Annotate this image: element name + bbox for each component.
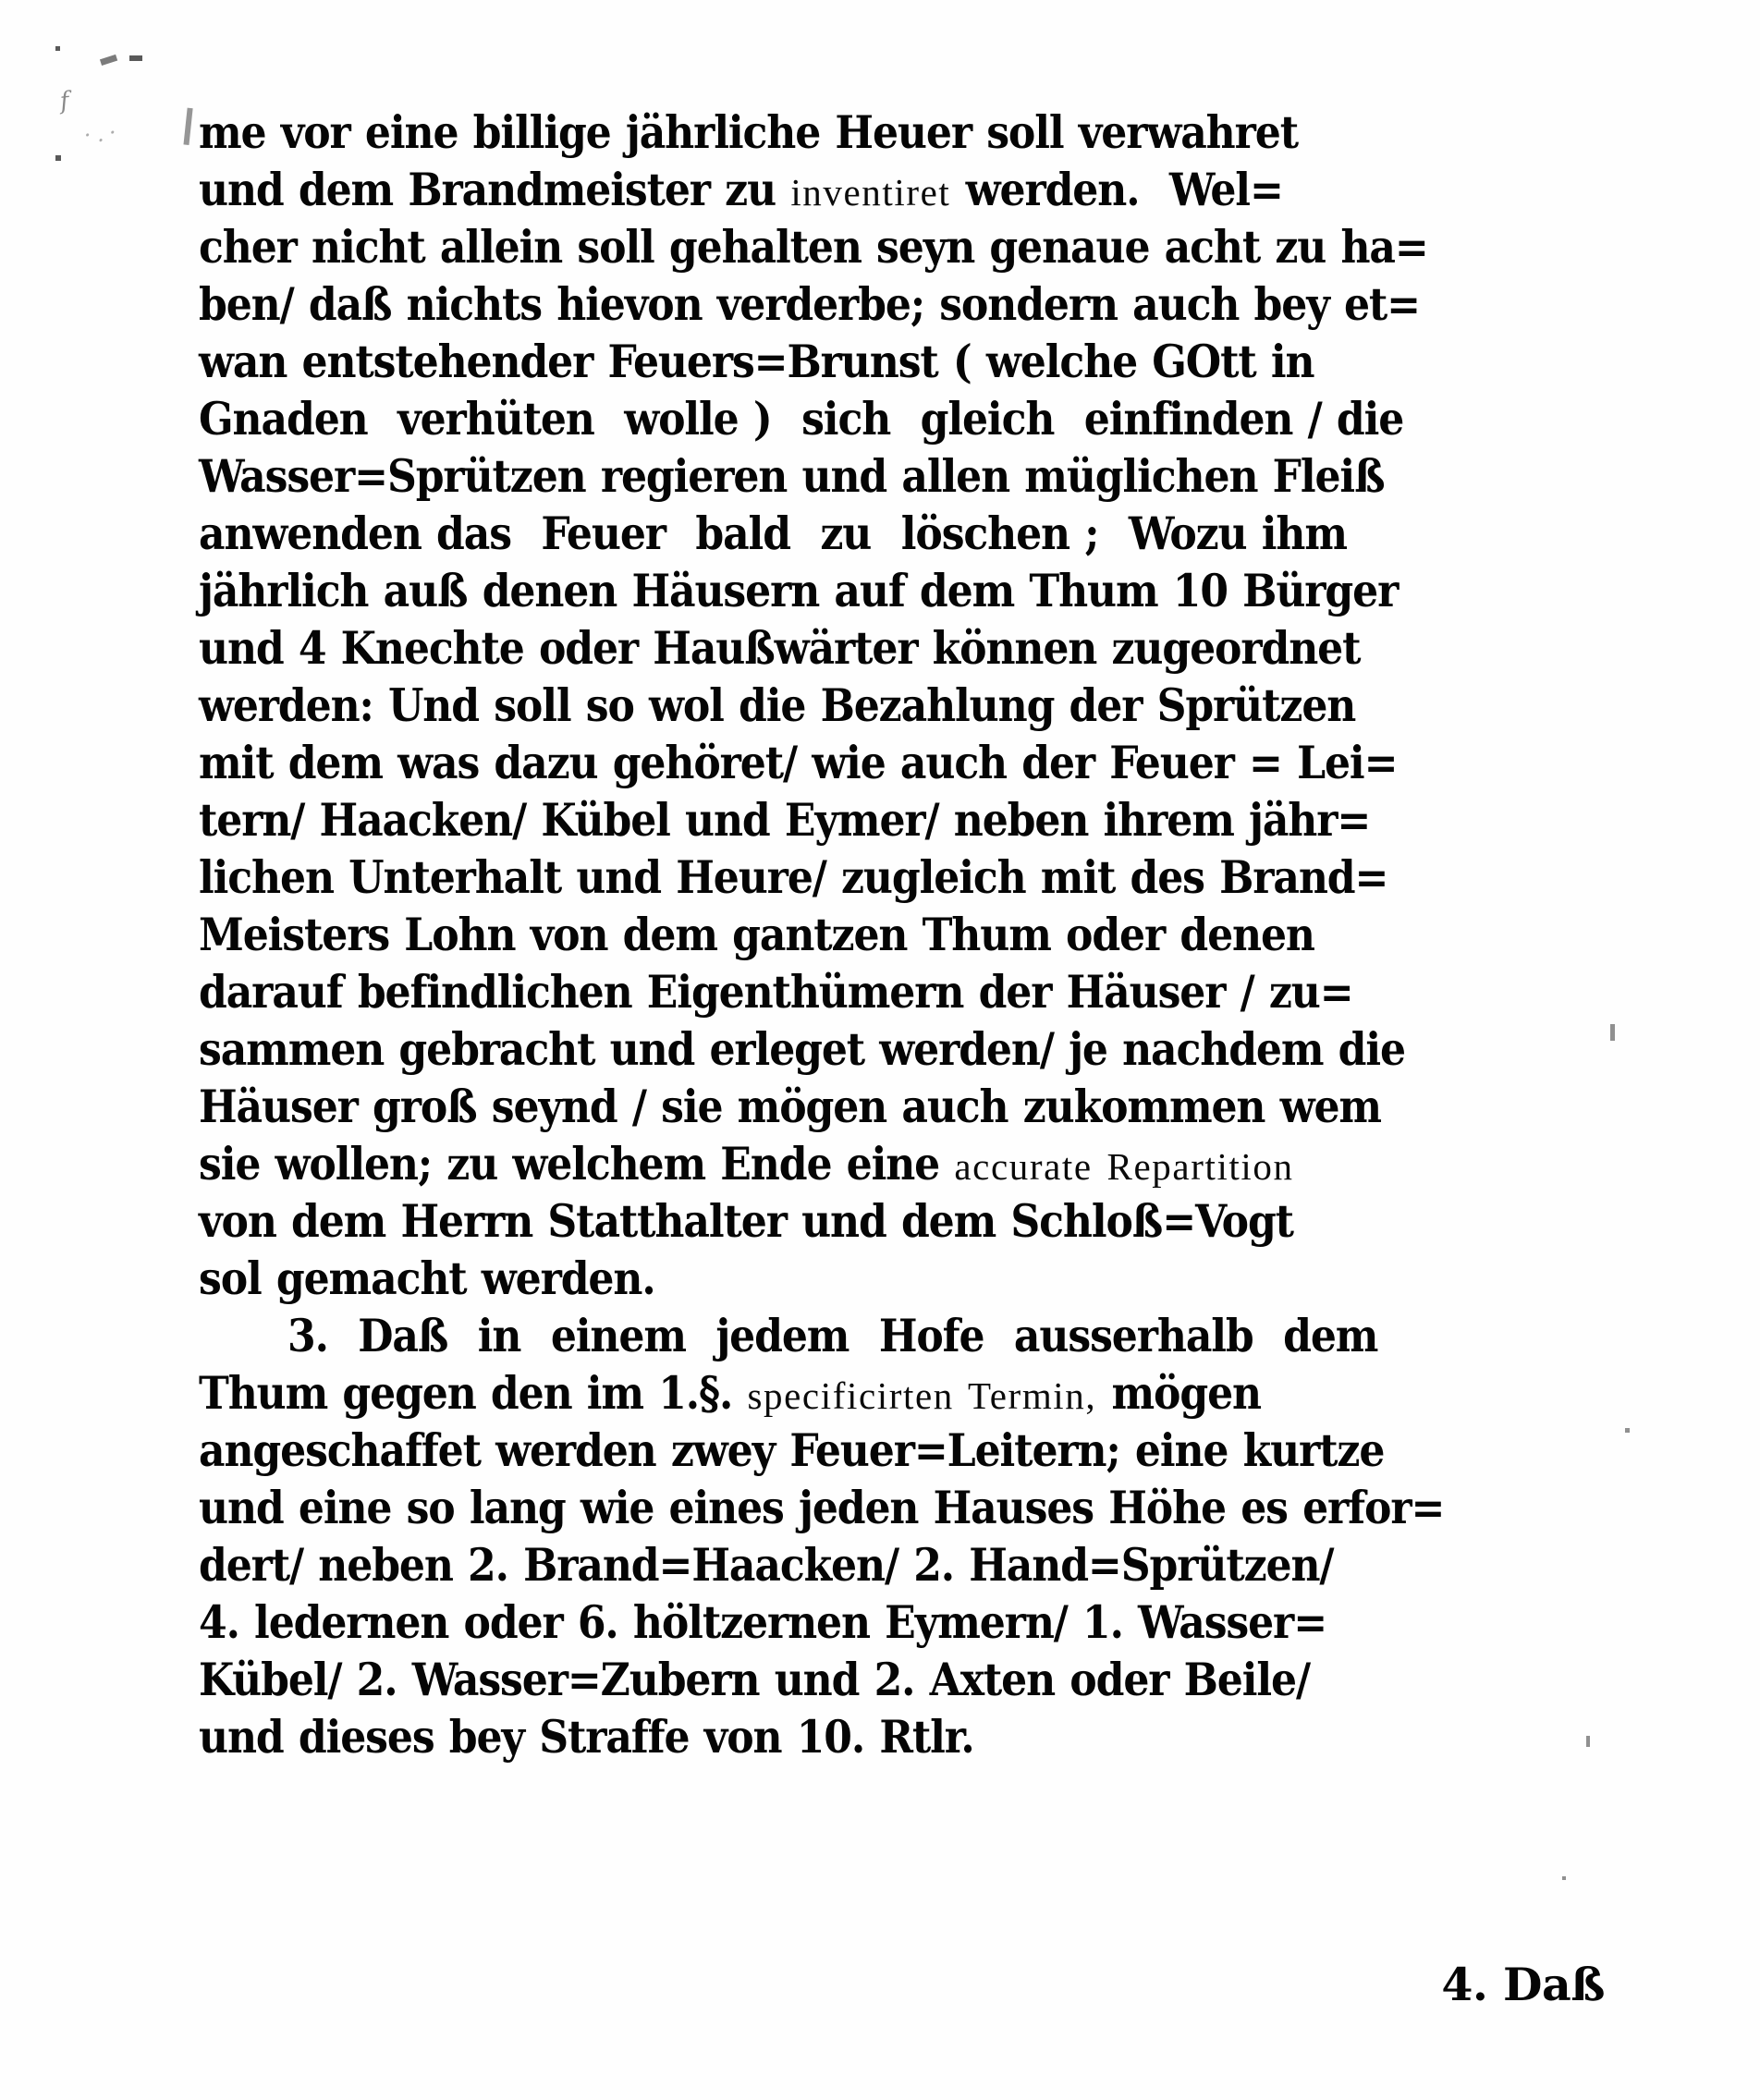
text-line [199,104,1558,161]
antiqua-run: inventiret [790,171,951,214]
fraktur-run-tail: werden. Wel= [950,163,1283,216]
marginalia-mark-1: f [58,87,73,116]
text-line [199,1364,1558,1422]
text-line [199,1536,1558,1593]
text-line [199,505,1558,562]
scan-speck [55,46,60,51]
text-line [199,734,1558,791]
fraktur-run: me vor eine billige jährliche Heuer soll verwahret [199,105,1298,159]
text-line [199,1708,1558,1765]
fraktur-run: mit dem was dazu gehöret/ wie auch der Feuer = Lei= [199,736,1398,789]
text-line [199,1250,1558,1307]
text-line [199,275,1558,333]
text-line [199,1078,1558,1135]
text-line [199,1135,1558,1192]
fraktur-run: wan entstehender Feuers=Brunst ( welche GOtt in [199,335,1314,388]
fraktur-run: ben/ daß nichts hievon verderbe; sondern auch bey et= [199,277,1421,331]
fraktur-run: tern/ Haacken/ Kübel und Eymer/ neben ihrem jähr= [199,793,1371,847]
scan-speck [1586,1736,1590,1747]
text-line [199,447,1558,505]
fraktur-run: dert/ neben 2. Brand=Haacken/ 2. Hand=Sprützen/ [199,1538,1334,1592]
fraktur-run: lichen Unterhalt und Heure/ zugleich mit des Brand= [199,850,1388,904]
fraktur-run: sie wollen; zu welchem Ende eine [199,1137,955,1190]
fraktur-run: von dem Herrn Statthalter und dem Schloß=Vogt [199,1194,1293,1248]
text-line [199,161,1558,218]
fraktur-run: und dem Brandmeister zu [199,163,791,216]
text-line [199,963,1558,1020]
scan-speck [1610,1024,1615,1041]
main-text-block [199,104,1558,1765]
fraktur-run: Wasser=Sprützen regieren und allen müglichen Fleiß [199,449,1385,503]
fraktur-run: jährlich auß denen Häusern auf dem Thum 10 Bürger [199,564,1399,617]
text-line [199,390,1558,447]
scan-speck [129,55,142,61]
fraktur-run: anwenden das Feuer bald zu löschen ; Wozu ihm [199,507,1347,560]
fraktur-run: Meisters Lohn von dem gantzen Thum oder denen [199,908,1314,961]
fraktur-run: und dieses bey Straffe von 10. Rtlr. [199,1710,974,1764]
text-line [199,218,1558,275]
fraktur-run: Gnaden verhüten wolle ) sich gleich einfinden / die [199,392,1404,446]
fraktur-run: und 4 Knechte oder Haußwärter können zugeordnet [199,621,1361,675]
text-line [199,1307,1558,1364]
text-line [199,677,1558,734]
text-line [199,791,1558,849]
marginalia-stroke-icon [100,55,117,66]
text-line [199,1593,1558,1651]
fraktur-run: darauf befindlichen Eigenthümern der Häuser / zu= [199,965,1353,1019]
fraktur-run: Häuser groß seynd / sie mögen auch zukommen wem [199,1080,1381,1133]
catchword: 4. Daß [1441,1958,1605,2011]
fraktur-run: Thum gegen den im 1.§. [199,1366,748,1420]
fraktur-run: 4. ledernen oder 6. höltzernen Eymern/ 1. Wasser= [199,1595,1327,1649]
fraktur-run: Kübel/ 2. Wasser=Zubern und 2. Axten oder Beile/ [199,1653,1310,1706]
text-line [199,562,1558,619]
marginalia-stroke-2-icon [183,108,192,145]
text-line [199,333,1558,390]
antiqua-run: accurate Repartition [954,1145,1294,1188]
text-line [199,619,1558,677]
scan-speck [1625,1428,1630,1433]
fraktur-run: und eine so lang wie eines jeden Hauses Höhe es erfor= [199,1481,1445,1534]
marginalia-mark-2: ·.· [82,118,124,149]
fraktur-run: sammen gebracht und erleget werden/ je nachdem die [199,1022,1405,1076]
text-line [199,1422,1558,1479]
text-line [199,849,1558,906]
fraktur-run: cher nicht allein soll gehalten seyn genaue acht zu ha= [199,220,1428,274]
scan-speck [55,155,61,161]
text-line [199,1479,1558,1536]
fraktur-run: angeschaffet werden zwey Feuer=Leitern; eine kurtze [199,1423,1385,1477]
fraktur-run-tail: mögen [1096,1366,1261,1420]
scan-speck [1562,1876,1566,1880]
text-line [199,906,1558,963]
text-line [199,1020,1558,1078]
antiqua-run: specificirten Termin, [747,1374,1097,1417]
fraktur-run: werden: Und soll so wol die Bezahlung der Sprützen [199,678,1356,732]
fraktur-run: sol gemacht werden. [199,1251,655,1305]
text-line [199,1192,1558,1250]
fraktur-run: 3. Daß in einem jedem Hofe ausserhalb dem [287,1309,1378,1362]
text-line [199,1651,1558,1708]
